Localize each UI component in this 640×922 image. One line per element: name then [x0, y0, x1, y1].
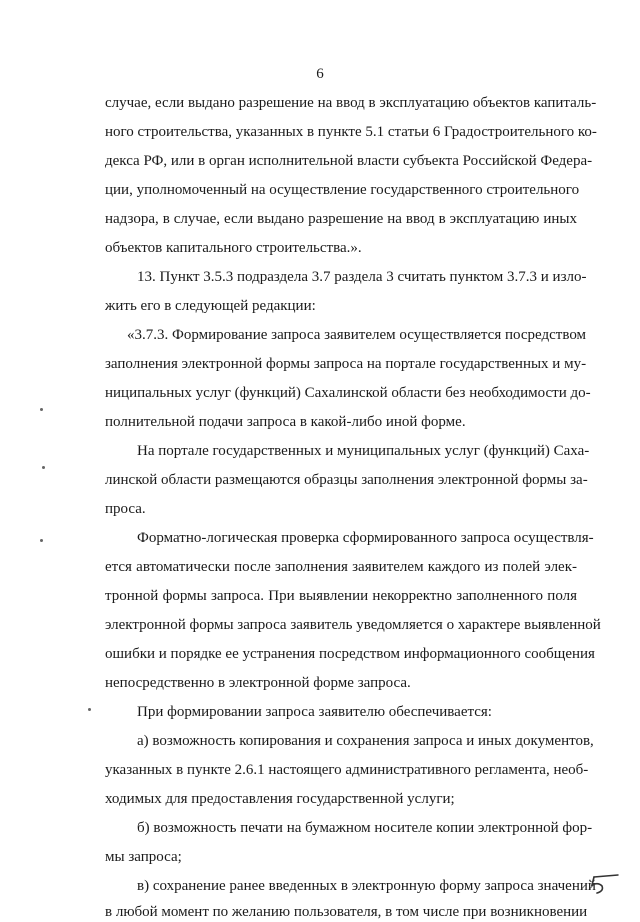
text-line: линской области размещаются образцы заполнения электронной формы за- [105, 472, 588, 488]
text-line: в любой момент по желанию пользователя, в том числе при возникновении [105, 904, 588, 920]
text-line: жить его в следующей редакции: [105, 298, 316, 314]
text-line: б) возможность печати на бумажном носителе копии электронной фор- [137, 820, 593, 836]
text-line: «3.7.3. Формирование запроса заявителем осуществляется посредством [127, 327, 587, 343]
text-line: указанных в пункте 2.6.1 настоящего административного регламента, необ- [105, 762, 589, 778]
text-line: а) возможность копирования и сохранения запроса и иных документов, [137, 733, 594, 749]
text-line: тронной формы запроса. При выявлении некорректно заполненного поля [105, 588, 577, 604]
text-line: надзора, в случае, если выдано разрешение на ввод в эксплуатацию иных [105, 211, 577, 227]
scan-speck [42, 466, 45, 469]
scan-speck [40, 408, 43, 411]
text-line: На портале государственных и муниципальных услуг (функций) Саха- [137, 443, 590, 459]
text-line: ниципальных услуг (функций) Сахалинской области без необходимости до- [105, 385, 591, 401]
handwritten-mark-icon [588, 871, 622, 897]
scan-speck [40, 539, 43, 542]
text-line: в) сохранение ранее введенных в электронную форму запроса значений [137, 878, 596, 894]
text-line: ции, уполномоченный на осуществление государственного строительного [105, 182, 580, 198]
text-line: декса РФ, или в орган исполнительной власти субъекта Российской Федера- [105, 153, 593, 169]
text-line: мы запроса; [105, 849, 182, 865]
page-number: 6 [316, 66, 324, 82]
text-line: При формировании запроса заявителю обеспечивается: [137, 704, 492, 720]
text-line: электронной формы запроса заявитель уведомляется о характере выявленной [105, 617, 601, 633]
text-line: Форматно-логическая проверка сформированного запроса осуществля- [137, 530, 594, 546]
text-line: объектов капитального строительства.». [105, 240, 362, 256]
text-line: непосредственно в электронной форме запроса. [105, 675, 411, 691]
text-line: заполнения электронной формы запроса на портале государственных и му- [105, 356, 587, 372]
text-line: полнительной подачи запроса в какой-либо иной форме. [105, 414, 466, 430]
text-line: проса. [105, 501, 146, 517]
text-line: 13. Пункт 3.5.3 подраздела 3.7 раздела 3 считать пунктом 3.7.3 и изло- [137, 269, 587, 285]
text-line: случае, если выдано разрешение на ввод в эксплуатацию объектов капиталь- [105, 95, 597, 111]
text-line: ного строительства, указанных в пункте 5.1 статьи 6 Градостроительного ко- [105, 124, 597, 140]
text-line: ется автоматически после заполнения заявителем каждого из полей элек- [105, 559, 577, 575]
text-line: ошибки и порядке ее устранения посредством информационного сообщения [105, 646, 595, 662]
text-line: ходимых для предоставления государственной услуги; [105, 791, 455, 807]
scan-speck [88, 708, 91, 711]
